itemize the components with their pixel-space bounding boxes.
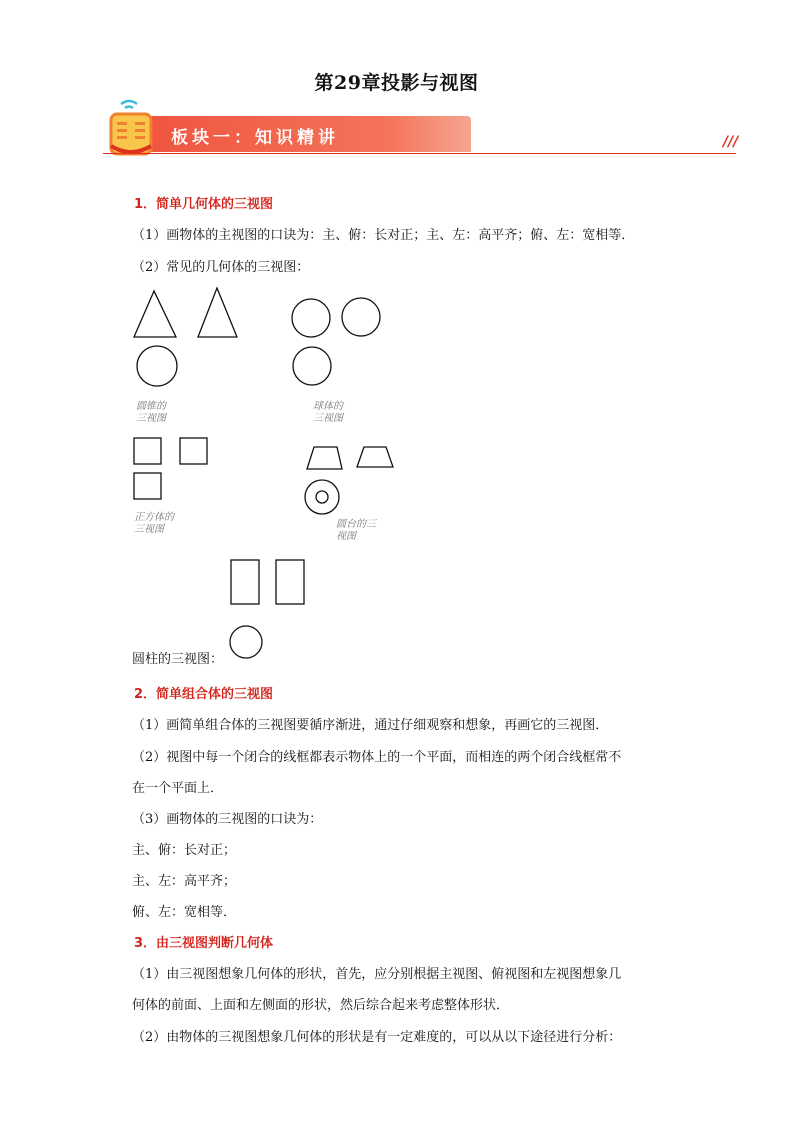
frustum-top-inner	[316, 491, 328, 503]
paragraph: （2）由物体的三视图想象几何体的形状是有一定难度的，可以从以下途径进行分析：	[132, 1030, 622, 1045]
cylinder-caption: 圆柱的三视图：	[132, 652, 224, 667]
paragraph: （1）画简单组合体的三视图要循序渐进，通过仔细观察和想象，再画它的三视图．	[132, 718, 609, 733]
frustum-top-outer	[305, 480, 339, 514]
paragraph: 主、左：高平齐；	[132, 874, 237, 889]
cylinder-top-view	[230, 626, 262, 658]
cube-caption: 正方体的 三视图	[134, 512, 174, 535]
cube-side-view	[180, 438, 207, 464]
paragraph: 在一个平面上．	[132, 781, 224, 796]
cone-top-view	[137, 346, 177, 386]
paragraph: 俯、左：宽相等．	[132, 905, 237, 920]
cylinder-front-view	[231, 560, 259, 604]
frustum-front-view	[307, 447, 342, 469]
cone-caption: 圆锥的 三视图	[136, 401, 166, 424]
cube-top-view	[134, 473, 161, 499]
paragraph: （2）视图中每一个闭合的线框都表示物体上的一个平面，而相连的两个闭合线框常不	[132, 750, 622, 765]
sphere-top-view	[293, 347, 331, 385]
cube-front-view	[134, 438, 161, 464]
paragraph: （1）画物体的主视图的口诀为：主、俯：长对正；主、左：高平齐；俯、左：宽相等．	[132, 228, 635, 243]
paragraph: （2）常见的几何体的三视图：	[132, 260, 310, 275]
paragraph: 何体的前面、上面和左侧面的形状，然后综合起来考虑整体形状．	[132, 998, 510, 1013]
sphere-front-view	[292, 299, 330, 337]
frustum-caption: 圆台的三 视图	[336, 519, 376, 542]
section-heading: 3．由三视图判断几何体	[134, 936, 274, 951]
banner-decoration: ///	[723, 134, 739, 150]
banner-label: 板块一：知识精讲	[171, 128, 339, 148]
cylinder-side-view	[276, 560, 304, 604]
paragraph: 主、俯：长对正；	[132, 843, 237, 858]
paragraph: （1）由三视图想象几何体的形状，首先，应分别根据主视图、俯视图和左视图想象几	[132, 967, 622, 982]
sphere-caption: 球体的 三视图	[313, 401, 343, 424]
section-heading: 1．简单几何体的三视图	[134, 197, 274, 212]
sphere-side-view	[342, 298, 380, 336]
section-heading: 2．简单组合体的三视图	[134, 687, 274, 702]
cone-side-view	[198, 288, 237, 337]
cone-front-view	[134, 291, 176, 337]
page-title: 第29章投影与视图	[314, 72, 479, 94]
paragraph: （3）画物体的三视图的口诀为：	[132, 812, 323, 827]
frustum-side-view	[357, 447, 393, 467]
